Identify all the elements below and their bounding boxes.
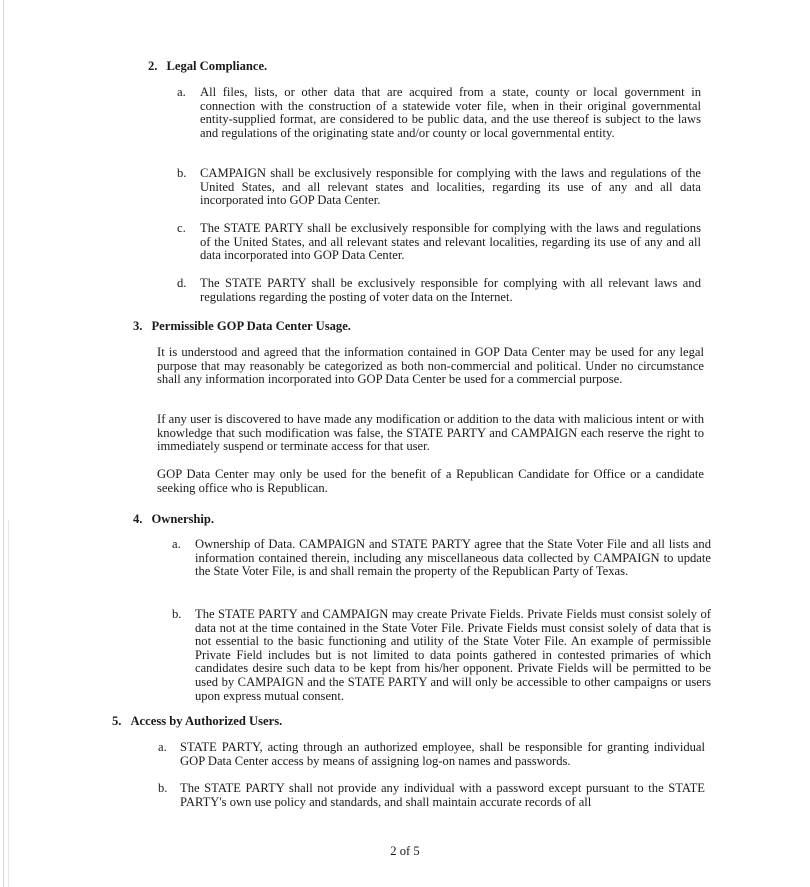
item-marker: b. xyxy=(177,166,187,180)
section-heading xyxy=(148,58,267,74)
page-number: 2 of 5 xyxy=(390,844,420,858)
paragraph: If any user is discovered to have made any modification or addition to the data with malicious intent or with knowledge that such modification was false, the STATE PARTY and CAMPAIGN each reserve the right to immediately suspend or terminate access for that user. xyxy=(157,412,704,454)
section-heading xyxy=(133,511,214,527)
list-item-text: The STATE PARTY and CAMPAIGN may create Private Fields. Private Fields must consist solely of data not at the time contained in the State Voter File. Private Fields must consist solely of data that is not essential to the basic functioning and utility of the State Voter File. An example of permissible Private Field includes but is not limited to data points gathered in contested primaries of which candidates desire such data to be kept from his/her opponent. Private Fields will be permitted to be used by CAMPAIGN and the STATE PARTY and will only be accessible to other campaigns or users upon express mutual consent. xyxy=(195,607,711,703)
list-item-text: STATE PARTY, acting through an authorized employee, shall be responsible for granting individual GOP Data Center access by means of assigning log-on names and passwords. xyxy=(180,740,705,768)
section-title: Legal Compliance. xyxy=(166,59,268,73)
paragraph: It is understood and agreed that the information contained in GOP Data Center may be used for any legal purpose that may reasonably be categorized as both non-commercial and political. Under no circumstance shall any information incorporated into GOP Data Center be used for a commercial purpose. xyxy=(157,345,704,387)
section-number: 5. xyxy=(112,714,122,728)
section-title: Permissible GOP Data Center Usage. xyxy=(151,319,351,333)
scan-edge-line xyxy=(3,0,4,887)
scan-edge-line xyxy=(8,520,9,887)
section-number: 3. xyxy=(133,319,143,333)
item-marker: a. xyxy=(172,537,181,551)
section-number: 2. xyxy=(148,59,158,73)
item-marker: c. xyxy=(177,221,186,235)
item-marker: b. xyxy=(158,781,168,795)
item-marker: d. xyxy=(177,276,187,290)
list-item-text: Ownership of Data. CAMPAIGN and STATE PARTY agree that the State Voter File and all lists and information contained therein, including any miscellaneous data collected by CAMPAIGN to update the State Voter File, is and shall remain the property of the Republican Party of Texas. xyxy=(195,537,711,579)
section-number: 4. xyxy=(133,512,143,526)
section-title: Access by Authorized Users. xyxy=(130,714,283,728)
section-title: Ownership. xyxy=(151,512,215,526)
list-item-text: The STATE PARTY shall be exclusively responsible for complying with the laws and regulations of the United States, and all relevant states and relevant localities, regarding its use of any and all data incorporated into GOP Data Center. xyxy=(200,221,701,263)
section-heading xyxy=(133,318,351,334)
list-item-text: CAMPAIGN shall be exclusively responsible for complying with the laws and regulations of the United States, and all relevant states and localities, regarding its use of any and all data incorporated into GOP Data Center. xyxy=(200,166,701,208)
list-item-text: All files, lists, or other data that are acquired from a state, county or local government in connection with the construction of a statewide voter file, when in their original governmental entity-supplied format, are considered to be public data, and the use thereof is subject to the laws and regulations of the originating state and/or county or local governmental entity. xyxy=(200,85,701,140)
list-item-text: The STATE PARTY shall not provide any individual with a password except pursuant to the STATE PARTY's own use policy and standards, and shall maintain accurate records of all xyxy=(180,781,705,809)
paragraph: GOP Data Center may only be used for the benefit of a Republican Candidate for Office or a candidate seeking office who is Republican. xyxy=(157,467,704,495)
item-marker: a. xyxy=(158,740,167,754)
item-marker: a. xyxy=(177,85,186,99)
list-item-text: The STATE PARTY shall be exclusively responsible for complying with all relevant laws and regulations regarding the posting of voter data on the Internet. xyxy=(200,276,701,304)
item-marker: b. xyxy=(172,607,182,621)
section-heading xyxy=(112,713,282,729)
